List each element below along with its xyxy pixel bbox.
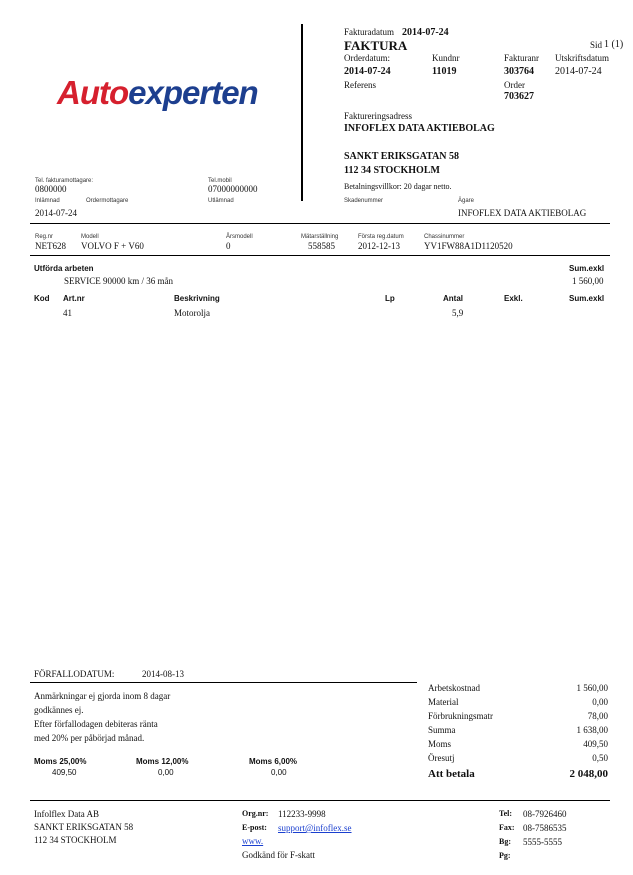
- total-value-moms: 409,50: [583, 739, 608, 749]
- moms-25-label: Moms 25,00%: [34, 757, 87, 766]
- arsmodell-value: 0: [226, 241, 231, 251]
- note-line-1: Anmärkningar ej gjorda inom 8 dagar: [34, 691, 171, 701]
- col-sum: Sum.exkl: [569, 294, 605, 303]
- orgnr-value: 112233-9998: [278, 809, 326, 819]
- col-antal: Antal: [443, 294, 463, 303]
- divider-vehicle-bottom: [30, 255, 610, 256]
- company-name: Infolflex Data AB: [34, 809, 99, 819]
- company-city: 112 34 STOCKHOLM: [34, 835, 117, 845]
- total-value-arbetskostnad: 1 560,00: [576, 683, 608, 693]
- modell-value: VOLVO F + V60: [81, 241, 144, 251]
- forsta-label: Första reg.datum: [358, 234, 404, 240]
- work-sum-label: Sum.exkl: [569, 264, 605, 273]
- orderdatum-value: 2014-07-24: [344, 66, 391, 77]
- sid-value: 1 (1): [604, 39, 624, 50]
- col-artnr: Art.nr: [63, 294, 85, 303]
- skadenummer-label: Skadenummer: [344, 198, 384, 204]
- row-artnr: 41: [63, 308, 72, 318]
- matar-value: 558585: [308, 241, 335, 251]
- inlamnad-label: Inlämnad: [35, 198, 60, 204]
- moms-12-value: 0,00: [158, 768, 174, 777]
- due-label: FÖRFALLODATUM:: [34, 669, 115, 679]
- total-label-moms: Moms: [428, 739, 452, 749]
- regnr-value: NET628: [35, 241, 66, 251]
- tel-footer-value: 08-7926460: [523, 809, 567, 819]
- total-label-oresutj: Öresutj: [428, 753, 455, 763]
- order-value: 703627: [504, 91, 534, 102]
- modell-label: Modell: [81, 234, 99, 240]
- payment-terms: Betalningsvillkor: 20 dagar netto.: [344, 182, 452, 191]
- note-line-3: Efter förfallodagen debiteras ränta: [34, 719, 158, 729]
- row-beskrivning: Motorolja: [174, 308, 210, 318]
- fakturanr-label: Fakturanr: [504, 53, 539, 63]
- moms-6-label: Moms 6,00%: [249, 757, 298, 766]
- company-logo: [57, 74, 258, 112]
- fakturanr-value: 303764: [504, 66, 534, 77]
- mobil-label: Tel.mobil: [208, 178, 232, 184]
- work-heading: Utförda arbeten: [34, 264, 94, 273]
- att-betala-value: 2 048,00: [569, 768, 608, 780]
- moms-6-value: 0,00: [271, 768, 287, 777]
- address-street: SANKT ERIKSGATAN 58: [344, 151, 460, 162]
- order-label: Order: [504, 80, 525, 90]
- bg-value: 5555-5555: [523, 837, 562, 847]
- total-label-arbetskostnad: Arbetskostnad: [428, 683, 480, 693]
- company-street: SANKT ERIKSGATAN 58: [34, 822, 134, 832]
- utskriftsdatum-label: Utskriftsdatum: [555, 53, 609, 63]
- tel-footer-label: Tel:: [499, 809, 513, 818]
- referens-label: Referens: [344, 80, 376, 90]
- www-link[interactable]: www.: [242, 836, 264, 846]
- col-beskrivning: Beskrivning: [174, 294, 220, 303]
- ordermottagare-label: Ordermottagare: [86, 198, 129, 204]
- due-date: 2014-08-13: [142, 669, 184, 679]
- address-label: Faktureringsadress: [344, 111, 412, 121]
- sid-label: Sid: [590, 40, 603, 50]
- total-value-material: 0,00: [592, 697, 608, 707]
- arsmodell-label: Årsmodell: [226, 234, 253, 240]
- note-line-2: godkännes ej.: [34, 705, 84, 715]
- total-label-material: Material: [428, 697, 459, 707]
- moms-25-value: 409,50: [52, 768, 77, 777]
- utlamnad-label: Utlämnad: [208, 198, 234, 204]
- utskriftsdatum-value: 2014-07-24: [555, 66, 602, 77]
- col-exkl: Exkl.: [504, 294, 523, 303]
- service-sum: 1 560,00: [572, 276, 604, 286]
- kundnr-label: Kundnr: [432, 53, 460, 63]
- fakturadatum-label: Fakturadatum: [344, 27, 394, 37]
- regnr-label: Reg.nr: [35, 234, 54, 240]
- tel-value: 0800000: [35, 184, 67, 194]
- fakturadatum-value: 2014-07-24: [402, 27, 449, 38]
- orderdatum-label: Orderdatum:: [344, 53, 390, 63]
- divider-footer: [30, 800, 610, 801]
- address-city: 112 34 STOCKHOLM: [344, 165, 440, 176]
- address-name: INFOFLEX DATA AKTIEBOLAG: [344, 123, 495, 134]
- due-underline: [30, 682, 417, 683]
- col-kod: Kod: [34, 294, 50, 303]
- total-label-summa: Summa: [428, 725, 456, 735]
- invoice-title: FAKTURA: [344, 38, 408, 53]
- moms-12-label: Moms 12,00%: [136, 757, 189, 766]
- tel-label: Tel. fakturamottagare:: [35, 178, 94, 184]
- chassi-label: Chassinummer: [424, 234, 465, 240]
- chassi-value: YV1FW88A1D1120520: [424, 241, 513, 251]
- total-value-forbrukning: 78,00: [587, 711, 608, 721]
- email-link[interactable]: support@infoflex.se: [278, 823, 352, 833]
- matar-label: Mätarställning: [301, 234, 339, 240]
- pg-label: Pg:: [499, 851, 511, 860]
- header-divider: [301, 24, 303, 201]
- logo-part-experten: experten: [128, 74, 258, 111]
- row-antal: 5,9: [452, 308, 464, 318]
- att-betala-label: Att betala: [428, 768, 475, 780]
- total-label-forbrukning: Förbrukningsmatr: [428, 711, 493, 721]
- agare-label: Ägare: [458, 198, 475, 204]
- service-text: SERVICE 90000 km / 36 mån: [64, 276, 174, 286]
- epost-label: E-post:: [242, 823, 267, 832]
- mobil-value: 07000000000: [208, 184, 258, 194]
- total-value-oresutj: 0,50: [592, 753, 608, 763]
- col-lp: Lp: [385, 294, 395, 303]
- note-line-4: med 20% per påbörjad månad.: [34, 733, 145, 743]
- fax-value: 08-7586535: [523, 823, 567, 833]
- divider-vehicle-top: [30, 223, 610, 224]
- fskatt-text: Godkänd för F-skatt: [242, 850, 315, 860]
- forsta-value: 2012-12-13: [358, 241, 400, 251]
- logo-part-auto: Auto: [57, 74, 129, 111]
- inlamnad-value: 2014-07-24: [35, 208, 77, 218]
- total-value-summa: 1 638,00: [576, 725, 608, 735]
- fax-label: Fax:: [499, 823, 515, 832]
- agare-value: INFOFLEX DATA AKTIEBOLAG: [458, 208, 587, 218]
- bg-label: Bg:: [499, 837, 511, 846]
- kundnr-value: 11019: [432, 66, 457, 77]
- orgnr-label: Org.nr:: [242, 809, 269, 818]
